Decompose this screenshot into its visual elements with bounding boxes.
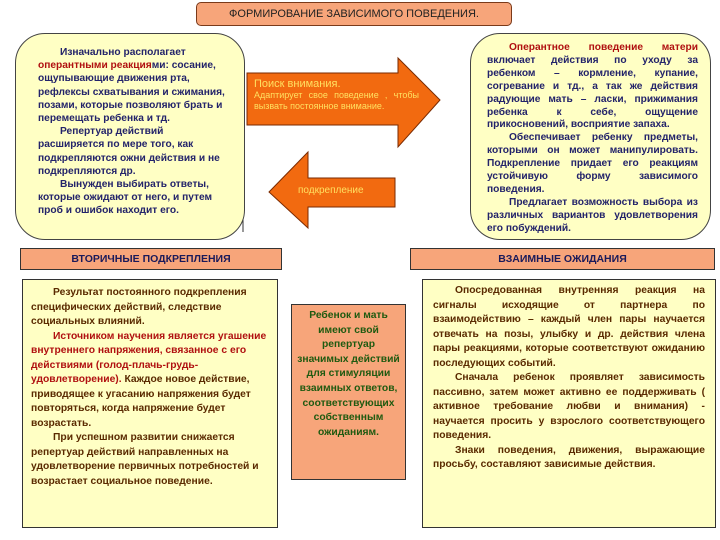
text: При успешном развитии снижается репертуар действий направленных на удовлетворение первичных потребностей и возрастает социальное поведение.: [31, 432, 259, 487]
text: Знаки поведения, движения, выражающие просьбу, составляют зависимые действия.: [433, 444, 705, 470]
header-secondary-reinforcement: ВТОРИЧНЫЕ ПОДКРЕПЛЕНИЯ: [20, 248, 282, 270]
text: Обеспечивает ребенку предметы, которыми он может манипулировать. Подкрепление придает его реакциям устойчивую форму зависимого поведения.: [487, 132, 698, 195]
text: Вынужден выбирать ответы, которые ожидают от него, и путем проб и ошибок находит его.: [38, 179, 213, 217]
text: Изначально располагает: [60, 47, 186, 58]
text: ми: сосание, ощупывающие движения рта, рефлексы схватывания и сжимания, позами, которые позволяют брать и перемещать ребенка и тд.: [38, 60, 225, 125]
mutual-repertoire-box: Ребенок и мать имеют свой репертуар значимых действий для стимуляции взаимных ответов, соответствующих собственным ожиданиям.: [291, 304, 406, 480]
text: Сначала ребенок проявляет зависимость пассивно, затем может активно ее поддерживать ( активное требование любви и внимания) - научается просить у взрослого соответствующего поведения.: [433, 372, 705, 441]
secondary-reinforcement-box: [22, 279, 278, 528]
mother-operant-box: [470, 33, 711, 240]
highlight-text: Источником научения является угашение внутреннего напряжения, связанное с его действиями (голод-плачь-грудь-удовлетворение).: [31, 330, 267, 385]
highlight-text: оперантными реакция: [38, 60, 152, 72]
text: Результат постоянного подкрепления специфических действий, следствие социальных влияний.: [31, 287, 247, 327]
mutual-expectations-box: [422, 279, 716, 528]
text: включает действия по уходу за ребенком – кормление, купание, согревание и тд., а так же действия радующие мать – ласки, прижимания ребенка к себе, ощущение прикосновений, восприятие запаха.: [487, 54, 698, 131]
attention-seeking-label: [254, 78, 419, 112]
arrow-text: Адаптирует свое поведение , чтобы вызвать постоянное внимание.: [254, 90, 419, 111]
header-mutual-expectations: ВЗАИМНЫЕ ОЖИДАНИЯ: [410, 248, 715, 270]
text: Опосредованная внутренняя реакция на сигналы исходящие от партнера по взаимодействию – каждый член пары научается отвечать на позы, улыбку и др. действия члена пары реакциями, которые соответствуют ожиданию последующих событий.: [433, 285, 705, 369]
page-title: ФОРМИРОВАНИЕ ЗАВИСИМОГО ПОВЕДЕНИЯ.: [196, 2, 512, 26]
text: Репертуар действий расширяется по мере того, как подкрепляются ожни действия и не подкрепляются др.: [38, 126, 220, 177]
text: Каждое новое действие, приводящее к угасанию напряжения будет повторяться, когда напряжение будет возрастать.: [31, 374, 251, 429]
reinforcement-label: подкрепление: [298, 185, 364, 196]
text: Предлагает возможность выбора из различных вариантов удовлетворения его побуждений.: [487, 196, 698, 234]
arrow-heading: Поиск внимания.: [254, 78, 341, 90]
infant-operant-box: [15, 33, 245, 240]
highlight-text: Оперантное поведение матери: [509, 42, 698, 53]
